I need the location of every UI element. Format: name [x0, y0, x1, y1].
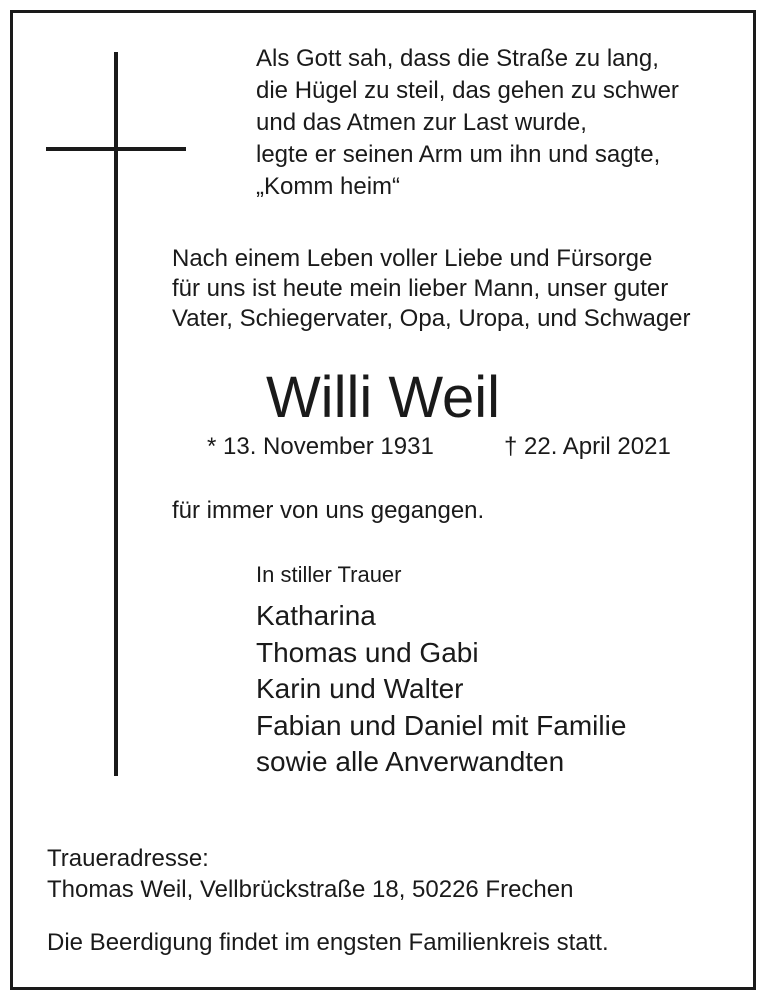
intro-line: für uns ist heute mein lieber Mann, unser guter	[172, 275, 669, 302]
mourner-name: Thomas und Gabi	[256, 636, 479, 668]
cross-icon-horizontal	[46, 147, 186, 151]
mourner-name: Katharina	[256, 600, 376, 631]
birth-date: * 13. November 1931	[207, 433, 434, 460]
poem	[256, 43, 679, 203]
poem-line: die Hügel zu steil, das gehen zu schwer	[256, 77, 679, 104]
intro-text	[172, 244, 691, 334]
mourner-name: Karin und Walter	[256, 673, 464, 704]
address-label: Traueradresse:	[47, 845, 209, 872]
poem-line: Als Gott sah, dass die Straße zu lang,	[256, 45, 659, 72]
poem-line: und das Atmen zur Last wurde,	[256, 109, 587, 136]
intro-line: Vater, Schiegervater, Opa, Uropa, und Schwager	[172, 305, 691, 332]
mourners-list	[256, 598, 626, 781]
poem-line: legte er seinen Arm um ihn und sagte,	[256, 141, 661, 168]
funeral-note: Die Beerdigung findet im engsten Familienkreis statt.	[47, 929, 609, 956]
mourning-address	[47, 843, 573, 905]
mourner-name: Fabian und Daniel mit Familie	[256, 709, 627, 741]
mourner-name: sowie alle Anverwandten	[256, 746, 565, 777]
intro-line: Nach einem Leben voller Liebe und Fürsorge	[172, 245, 653, 272]
passed-text: für immer von uns gegangen.	[172, 497, 485, 524]
mourning-label: In stiller Trauer	[256, 562, 402, 587]
death-date: † 22. April 2021	[504, 433, 671, 460]
deceased-name: Willi Weil	[265, 365, 501, 430]
address-value: Thomas Weil, Vellbrückstraße 18, 50226 Frechen	[47, 876, 574, 903]
poem-line: „Komm heim“	[256, 173, 401, 200]
